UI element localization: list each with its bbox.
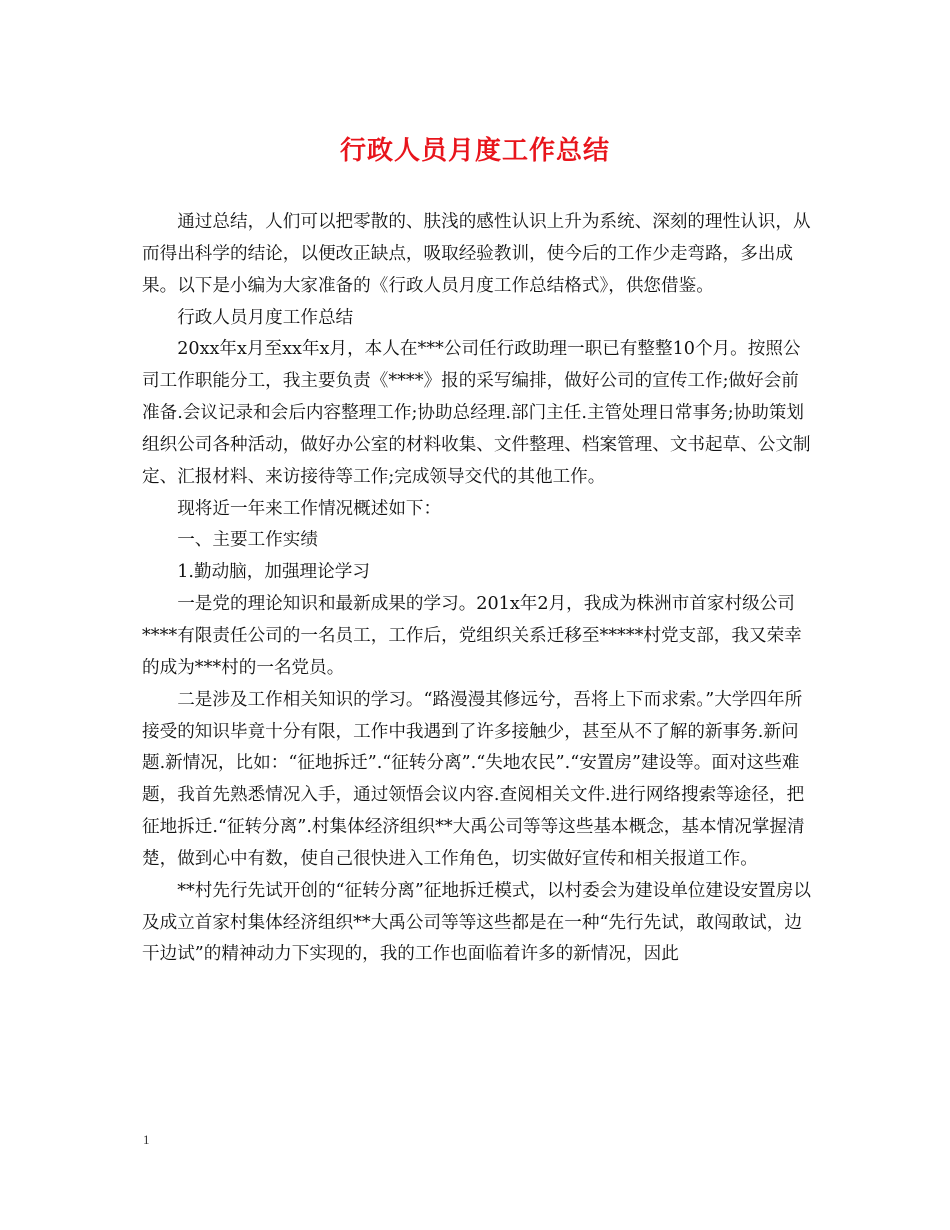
document-body [142, 207, 814, 971]
paragraph: 20xx年x月至xx年x月，本人在***公司任行政助理一职已有整整10个月。按照公司工作职能分工，我主要负责《****》报的采写编排，做好公司的宣传工作;做好会前准备.会议记录和会后内容整理工作;协助总经理.部门主任.主管处理日常事务;协助策划组织公司各种活动，做好办公室的材料收集、文件整理、档案管理、文书起草、公文制定、汇报材料、来访接待等工作;完成领导交代的其他工作。 [142, 339, 811, 487]
paragraph: 一是党的理论知识和最新成果的学习。201x年2月，我成为株洲市首家村级公司****有限责任公司的一名员工，工作后，党组织关系迁移至*****村党支部，我又荣幸的成为***村的一名党员。 [142, 594, 802, 678]
document-title: 行政人员月度工作总结 [339, 136, 610, 166]
paragraph: 行政人员月度工作总结 [177, 307, 354, 328]
paragraph: 现将近一年来工作情况概述如下： [177, 498, 442, 519]
paragraph: 一、主要工作实绩 [177, 530, 318, 551]
paragraph: 二是涉及工作相关知识的学习。“路漫漫其修远兮，吾将上下而求索。”大学四年所接受的知识毕竟十分有限，工作中我遇到了许多接触少，甚至从不了解的新事务.新问题.新情况，比如：“征地拆迁”.“征转分离”.“失地农民”.“安置房”建设等。面对这些难题，我首先熟悉情况入手，通过领悟会议内容.查阅相关文件.进行网络搜索等途径，把征地拆迁.“征转分离”.村集体经济组织**大禹公司等等这些基本概念，基本情况掌握清楚，做到心中有数，使自己很快进入工作角色，切实做好宣传和相关报道工作。 [142, 689, 805, 869]
paragraph: **村先行先试开创的“征转分离”征地拆迁模式，以村委会为建设单位建设安置房以及成立首家村集体经济组织**大禹公司等等这些都是在一种“先行先试，敢闯敢试，边干边试”的精神动力下实现的，我的工作也面临着许多的新情况，因此 [142, 880, 811, 965]
page-number: 1 [143, 1132, 150, 1147]
paragraph: 通过总结，人们可以把零散的、肤浅的感性认识上升为系统、深刻的理性认识，从而得出科学的结论，以便改正缺点，吸取经验教训，使今后的工作少走弯路，多出成果。以下是小编为大家准备的《行政人员月度工作总结格式》，供您借鉴。 [142, 212, 811, 296]
paragraph: 1.勤动脑，加强理论学习 [177, 562, 370, 583]
